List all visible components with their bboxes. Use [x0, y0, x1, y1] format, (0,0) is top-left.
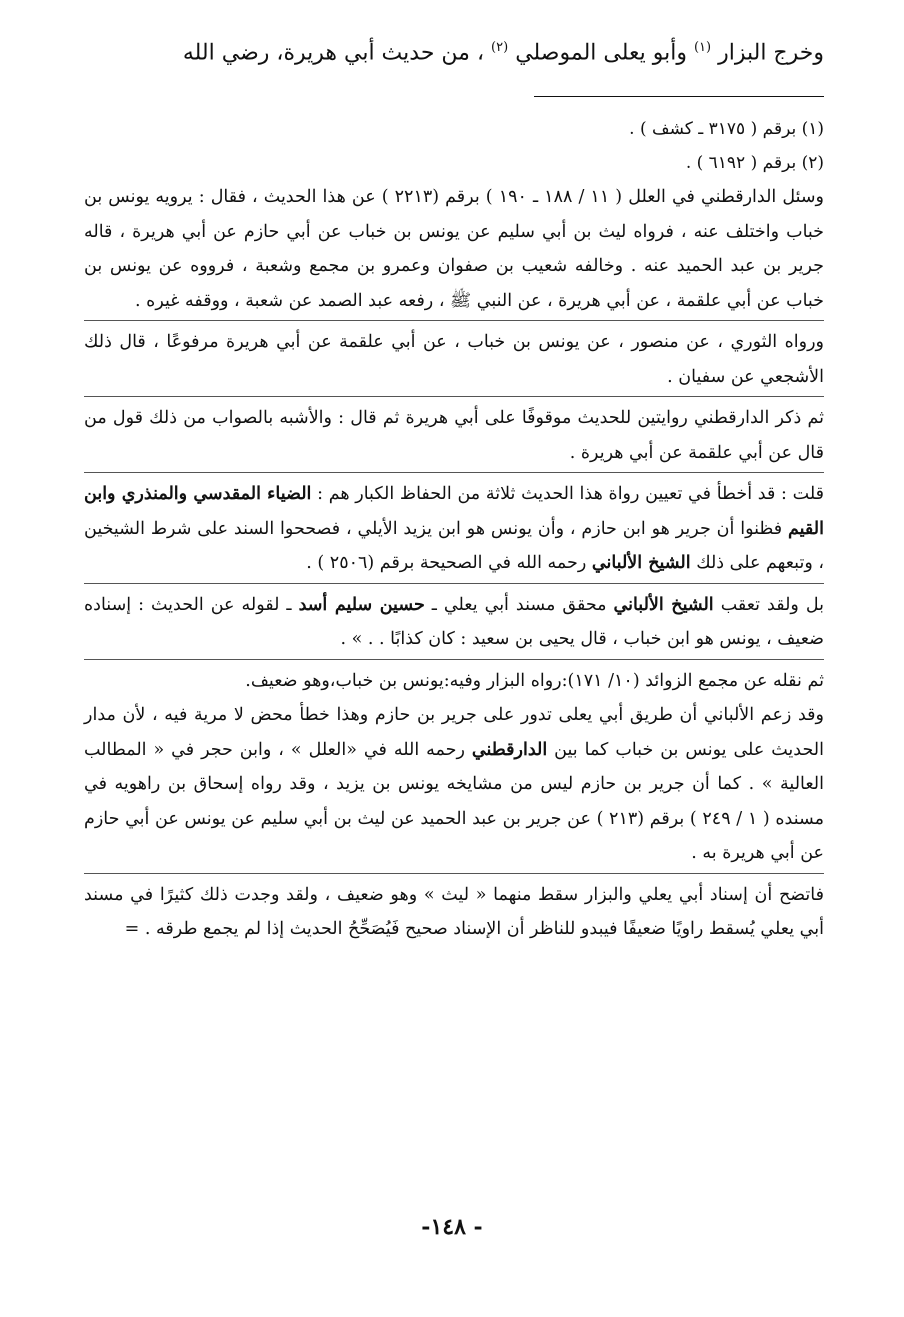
text-span: ـ لقوله عن الحديث : إسناده ضعيف ، يونس هو ابن خباب ، قال يحيى بن سعيد : كان كذابًا . . » .	[84, 594, 824, 649]
main-text	[84, 180, 824, 947]
end-mark: =	[124, 919, 140, 939]
text-span: بل ولقد تعقب	[720, 594, 824, 615]
text-span: فاتضح أن إسناد أبي يعلي والبزار سقط منهما « ليث » وهو ضعيف ، ولقد وجدت ذلك كثيرًا في مسند أبي يعلي يُسقط راويًا ضعيفًا فيبدو للناظر أن الإسناد صحيح فَيُصَحِّحُ الحديث إذا لم يجمع طرقه .	[84, 884, 824, 939]
paragraph-majma: ثم نقله عن مجمع الزوائد (١٠/ ١٧١):رواه البزار وفيه:يونس بن خباب،وهو ضعيف.	[84, 659, 824, 699]
text-span: وقد زعم الألباني أن طريق أبي يعلى تدور على جرير بن حازم وهذا خطأ محض لا مرية فيه ، لأن مدار الحديث على يونس بن خباب كما بين	[84, 705, 824, 760]
text-span: قلت : قد أخطأ في تعيين رواة هذا الحديث ثلاثة من الحفاظ الكبار هم :	[317, 484, 824, 504]
paragraph-conclusion	[84, 873, 824, 947]
albani-name: الشيخ الألباني	[613, 594, 714, 615]
paragraph-qultu	[84, 472, 824, 581]
daraqutni-name: الدارقطني	[471, 739, 548, 760]
footnote-separator	[534, 96, 824, 97]
header-text-3: ، من حديث أبي هريرة، رضي الله	[182, 40, 485, 66]
text-span: رحمه الله في الصحيحة برقم (٢٥٠٦ ) .	[306, 553, 587, 573]
scholars-names: الضياء المقدسي والمنذري وابن القيم	[84, 484, 824, 539]
paragraph-thawri: ورواه الثوري ، عن منصور ، عن يونس بن خباب ، عن أبي علقمة عن أبي هريرة مرفوعًا ، قال ذلك الأشجعي عن سفيان .	[84, 320, 824, 394]
footnote-1: (١) برقم ( ٣١٧٥ ـ كشف ) .	[629, 119, 824, 139]
paragraph-daraqutni-ilal: وسئل الدارقطني في العلل ( ١١ / ١٨٨ ـ ١٩٠ ) برقم (٢٢١٣ ) عن هذا الحديث ، فقال : يرويه يونس بن خباب واختلف عنه ، فرواه ليث بن أبي سليم عن يونس بن خباب عن أبي حازم عن أبي هريرة ، قاله جرير بن عبد الحميد عنه . وخالفه شعيب بن صفوان وعمرو بن مجمع وشعبة ، فرووه عن يونس بن خباب عن أبي علقمة ، عن أبي هريرة ، عن النبي ﷺ ، رفعه عبد الصمد عن شعبة ، ووقفه غيره .	[84, 187, 824, 311]
text-span: محقق مسند أبي يعلي ـ	[431, 594, 607, 615]
header-text-2: وأبو يعلى الموصلي	[515, 40, 687, 66]
footnote-ref-1: (١)	[693, 40, 712, 55]
footnote-2: (٢) برقم ( ٦١٩٢ ) .	[685, 153, 824, 173]
page-number: - ١٤٨-	[421, 1214, 483, 1240]
paragraph-rebuttal	[84, 698, 824, 871]
header-line	[84, 24, 824, 77]
text-span: فظنوا أن جرير هو ابن حازم ، وأن يونس هو ابن يزيد الأيلي ، فصححوا السند على شرط الشيخين ، وتبعهم على ذلك	[84, 518, 824, 573]
paragraph-mawquf: ثم ذكر الدارقطني روايتين للحديث موقوفًا على أبي هريرة ثم قال : والأشبه بالصواب من ذلك قول من قال عن أبي علقمة عن أبي هريرة .	[84, 396, 824, 470]
text-span: رحمه الله في «العلل » ، وابن حجر في « المطالب العالية » . كما أن جرير بن حازم ليس من مشايخه يونس بن يزيد ، وقد رواه إسحاق بن راهويه في مسنده ( ١ / ٢٤٩ ) برقم (٢١٣ ) عن جرير بن عبد الحميد عن ليث بن أبي سليم عن يونس عن أبي حازم عن أبي هريرة به .	[84, 739, 824, 863]
header-text-1: وخرج البزار	[718, 40, 824, 66]
albani-name: الشيخ الألباني	[591, 553, 691, 573]
footnote-ref-2: (٢)	[491, 40, 509, 55]
paragraph-taaqqub	[84, 583, 824, 657]
muhaqqiq-name: حسين سليم أسد	[298, 594, 425, 615]
footnotes	[84, 112, 824, 180]
